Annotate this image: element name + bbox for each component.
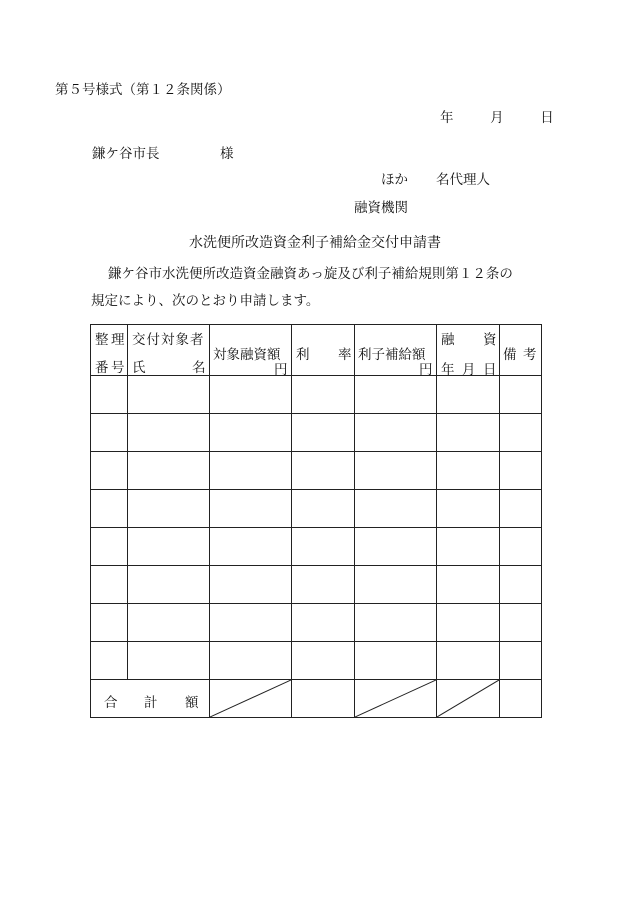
applicant-hoka: ほか [381,172,408,188]
total-loan-amount-cell[interactable] [210,680,292,718]
h-rate-2: 率 [338,347,352,363]
diagonal-slash [210,680,291,717]
rate-cell[interactable] [292,452,355,490]
h-seiri-1: 整 [95,332,109,348]
total-go: 合 [104,695,118,711]
remarks-cell[interactable] [500,566,542,604]
header-remarks [500,325,542,376]
loan-amount-cell[interactable] [210,376,292,414]
seiri-bango-cell[interactable] [91,414,128,452]
h-bango-2: 号 [111,360,125,376]
header-row [91,325,542,376]
remarks-cell[interactable] [500,642,542,680]
header-rate [292,325,355,376]
h-rate-1: 利 [296,347,310,363]
remarks-cell[interactable] [500,376,542,414]
h-nen: 年 [441,362,455,378]
recipient-name-cell[interactable] [128,376,210,414]
h-shi: 氏 [132,360,146,376]
table-row [91,528,542,566]
remarks-cell[interactable] [500,490,542,528]
remarks-cell[interactable] [500,452,542,490]
loan-amount-cell[interactable] [210,414,292,452]
loan-date-cell[interactable] [437,566,500,604]
h-hi: 日 [483,362,497,378]
date-year: 年 [440,110,454,126]
subsidy-amount-cell[interactable] [355,566,437,604]
form-number: 第５号様式（第１２条関係） [55,82,231,98]
loan-date-cell[interactable] [437,604,500,642]
recipient-name-cell[interactable] [128,566,210,604]
rate-cell[interactable] [292,642,355,680]
recipient-name-cell[interactable] [128,642,210,680]
header-recipient [128,325,210,376]
rate-cell[interactable] [292,490,355,528]
h-bi: 備 [503,347,517,363]
subsidy-amount-cell[interactable] [355,604,437,642]
subsidy-amount-cell[interactable] [355,452,437,490]
h-yen-2: 円 [419,362,433,378]
remarks-cell[interactable] [500,414,542,452]
loan-date-cell[interactable] [437,376,500,414]
h-subsidy-amount: 利子補給額 [358,347,426,363]
loan-amount-cell[interactable] [210,452,292,490]
diagonal-slash [437,680,499,717]
applicant-institution: 融資機関 [354,200,408,216]
h-yu: 融 [441,332,455,348]
h-bango-1: 番 [95,360,109,376]
total-rate-cell[interactable] [292,680,355,718]
recipient-name-cell[interactable] [128,528,210,566]
recipient-name-cell[interactable] [128,604,210,642]
total-kei: 計 [144,695,158,711]
loan-amount-cell[interactable] [210,642,292,680]
rate-cell[interactable] [292,528,355,566]
h-yen-1: 円 [274,362,288,378]
date-line [440,106,554,126]
total-loan-date-cell[interactable] [437,680,500,718]
header-seiri-bango [91,325,128,376]
table-row [91,642,542,680]
loan-amount-cell[interactable] [210,528,292,566]
header-loan-amount [210,325,292,376]
rate-cell[interactable] [292,604,355,642]
loan-date-cell[interactable] [437,414,500,452]
loan-amount-cell[interactable] [210,490,292,528]
body-line-1: 鎌ケ谷市水洗便所改造資金融資あっ旋及び利子補給規則第１２条の [108,266,513,282]
h-kou: 考 [523,347,537,363]
total-gaku: 額 [185,695,199,711]
diagonal-slash [355,680,436,717]
total-remarks-cell[interactable] [500,680,542,718]
table-row [91,414,542,452]
h-seiri-2: 理 [111,332,125,348]
h-loan-amount: 対象融資額 [213,347,281,363]
seiri-bango-cell[interactable] [91,604,128,642]
total-subsidy-amount-cell[interactable] [355,680,437,718]
h-mei: 名 [192,360,206,376]
subsidy-amount-cell[interactable] [355,490,437,528]
loan-amount-cell[interactable] [210,566,292,604]
header-loan-date [437,325,500,376]
addressee-name: 鎌ケ谷市長 [92,146,160,162]
table-row [91,452,542,490]
loan-amount-cell[interactable] [210,604,292,642]
application-table [90,324,542,718]
seiri-bango-cell[interactable] [91,566,128,604]
date-day: 日 [540,110,554,126]
loan-date-cell[interactable] [437,528,500,566]
table-row [91,566,542,604]
addressee-honorific: 様 [220,146,234,162]
date-month: 月 [490,110,504,126]
subsidy-amount-cell[interactable] [355,528,437,566]
seiri-bango-cell[interactable] [91,376,128,414]
total-row [91,680,542,718]
loan-date-cell[interactable] [437,452,500,490]
seiri-bango-cell[interactable] [91,642,128,680]
subsidy-amount-cell[interactable] [355,376,437,414]
h-tsuki: 月 [462,362,476,378]
document-title: 水洗便所改造資金利子補給金交付申請書 [189,235,441,251]
recipient-name-cell[interactable] [128,490,210,528]
subsidy-amount-cell[interactable] [355,414,437,452]
h-target-person: 交付対象者 [132,332,205,348]
seiri-bango-cell[interactable] [91,528,128,566]
header-subsidy-amount [355,325,437,376]
remarks-cell[interactable] [500,604,542,642]
h-shi-fund: 資 [483,332,497,348]
rate-cell[interactable] [292,566,355,604]
seiri-bango-cell[interactable] [91,452,128,490]
seiri-bango-cell[interactable] [91,490,128,528]
table-row [91,604,542,642]
body-line-2: 規定により、次のとおり申請します。 [91,293,320,309]
recipient-name-cell[interactable] [128,414,210,452]
applicant-agent: 名代理人 [436,172,490,188]
rate-cell[interactable] [292,414,355,452]
table-row [91,490,542,528]
loan-date-cell[interactable] [437,490,500,528]
rate-cell[interactable] [292,376,355,414]
total-label-cell [91,680,210,718]
table-row [91,376,542,414]
remarks-cell[interactable] [500,528,542,566]
loan-date-cell[interactable] [437,642,500,680]
recipient-name-cell[interactable] [128,452,210,490]
subsidy-amount-cell[interactable] [355,642,437,680]
